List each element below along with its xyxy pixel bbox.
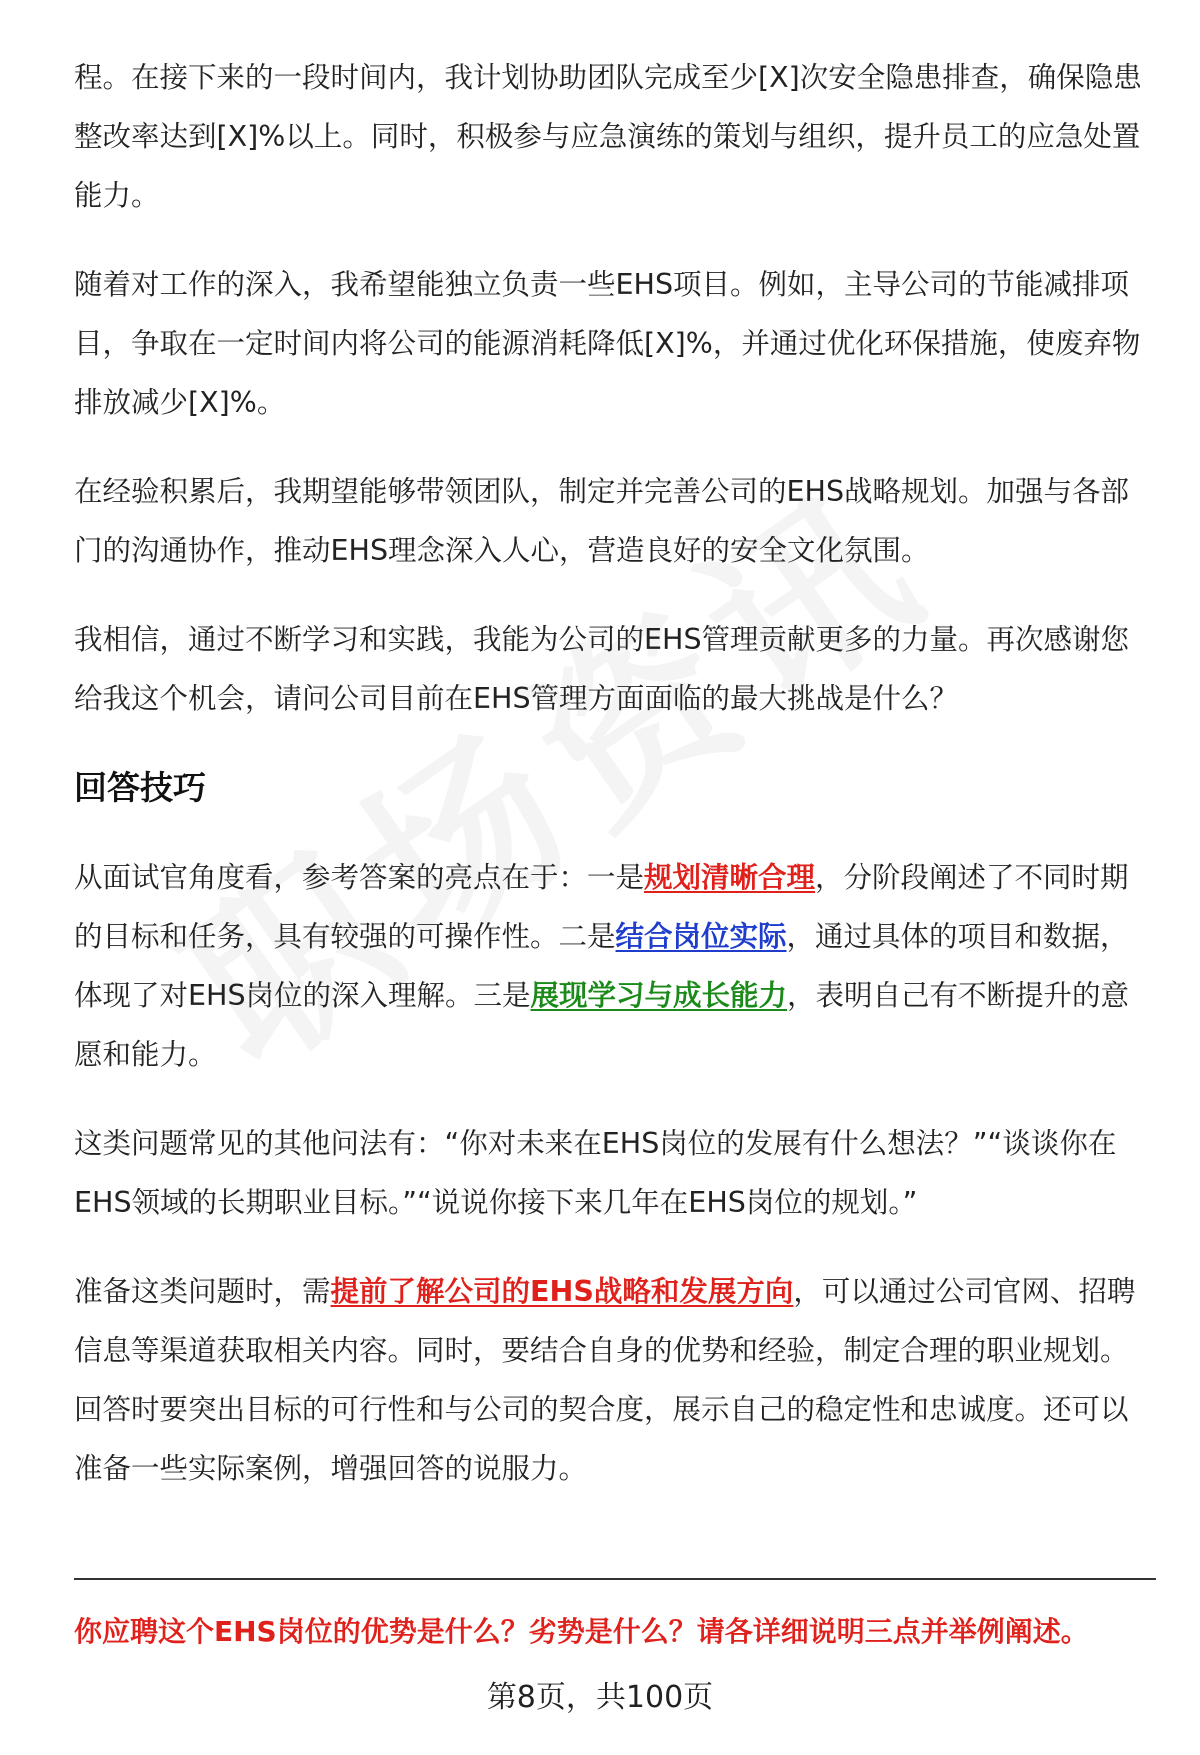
paragraph-plan-continuation: 程。在接下来的一段时间内，我计划协助团队完成至少[X]次安全隐患排查，确保隐患整改率达到[X]%以上。同时，积极参与应急演练的策划与组织，提升员工的应急处置能力。 (74, 61, 1142, 212)
text-segment: ，通过具体的项目和数据，体现了对EHS岗位的深入理解。三是 (74, 920, 1129, 1012)
paragraph-alternative-questions: 这类问题常见的其他问法有：“你对未来在EHS岗位的发展有什么想法？”“谈谈你在EHS领域的长期职业目标。”“说说你接下来几年在EHS岗位的规划。” (74, 1127, 1117, 1219)
text-segment: ，表明自己有不断提升的意愿和能力。 (74, 979, 1130, 1071)
highlight-company-strategy: 提前了解公司的EHS战略和发展方向 (330, 1275, 794, 1308)
next-question: 你应聘这个EHS岗位的优势是什么？劣势是什么？请各详细说明三点并举例阐述。 (74, 1615, 1089, 1648)
text-segment: ，分阶段阐述了不同时期的目标和任务，具有较强的可操作性。二是 (74, 861, 1129, 953)
paragraph-interviewer-view (74, 848, 1154, 1084)
page-number: 第8页，共100页 (486, 1680, 714, 1715)
document-body (74, 48, 1154, 1528)
text-segment: 准备这类问题时，需 (74, 1275, 331, 1308)
paragraph-independent-projects: 随着对工作的深入，我希望能独立负责一些EHS项目。例如，主导公司的节能减排项目，争取在一定时间内将公司的能源消耗降低[X]%，并通过优化环保措施，使废弃物排放减少[X]%。 (74, 268, 1141, 419)
text-segment: 从面试官角度看，参考答案的亮点在于：一是 (74, 861, 645, 894)
paragraph-closing: 我相信，通过不断学习和实践，我能为公司的EHS管理贡献更多的力量。再次感谢您给我这个机会，请问公司目前在EHS管理方面面临的最大挑战是什么？ (74, 623, 1130, 715)
text-segment: ，可以通过公司官网、招聘信息等渠道获取相关内容。同时，要结合自身的优势和经验，制定合理的职业规划。回答时要突出目标的可行性和与公司的契合度，展示自己的稳定性和忠诚度。还可以准备一些实际案例，增强回答的说服力。 (74, 1275, 1136, 1485)
paragraph-team-leadership: 在经验积累后，我期望能够带领团队，制定并完善公司的EHS战略规划。加强与各部门的沟通协作，推动EHS理念深入人心，营造良好的安全文化氛围。 (74, 475, 1130, 567)
section-heading-answer-tips: 回答技巧 (74, 768, 206, 807)
paragraph-preparation (74, 1262, 1154, 1498)
highlight-job-fit: 结合岗位实际 (615, 920, 787, 953)
highlight-growth: 展现学习与成长能力 (530, 979, 788, 1012)
divider (74, 1578, 1156, 1580)
highlight-planning: 规划清晰合理 (644, 861, 816, 894)
